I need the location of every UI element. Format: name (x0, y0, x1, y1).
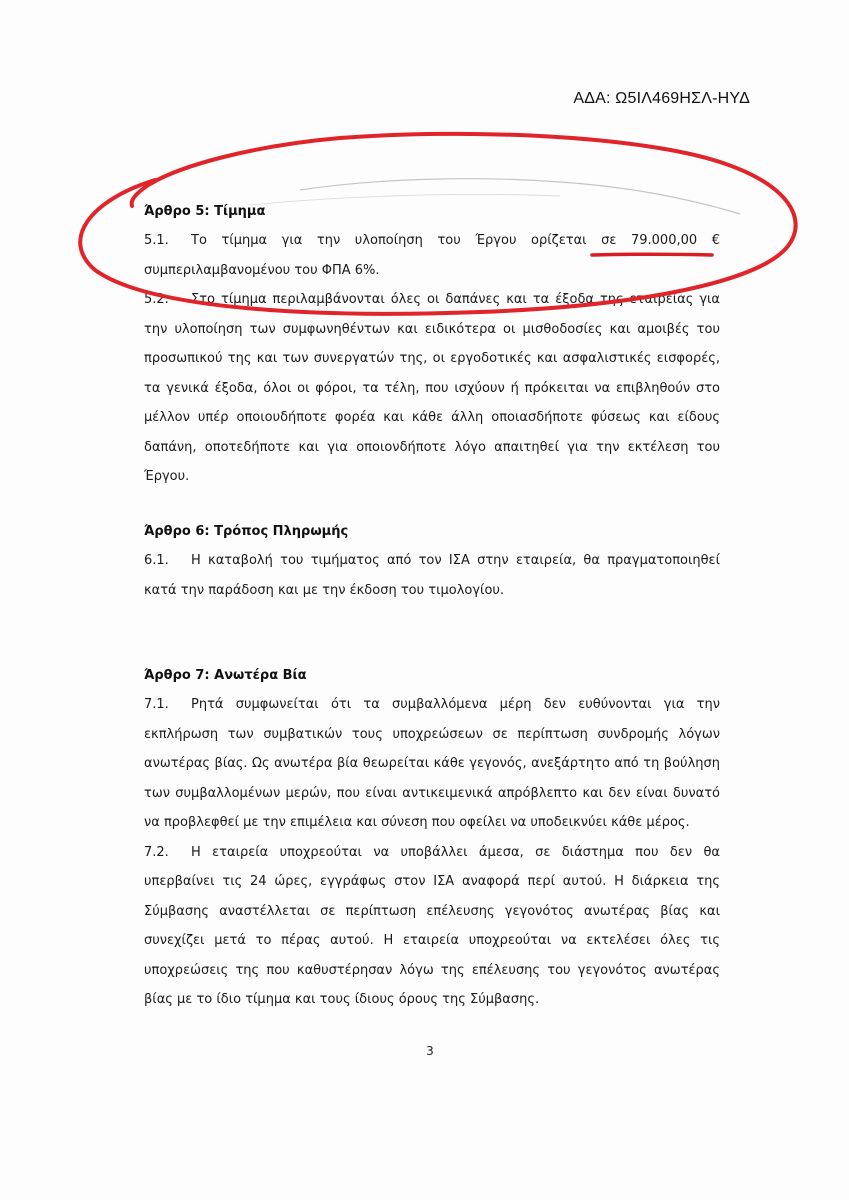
paragraph-text: Στο τίμημα περιλαμβάνονται όλες οι δαπάνες και τα έξοδα της εταιρείας για την υλοποίηση των συμφωνηθέντων και ειδικότερα οι μισθοδοσίες και αμοιβές του προσωπικού της και των συνεργατών της, οι εργοδοτικές και ασφαλιστικές εισφορές, τα γενικά έξοδα, όλοι οι φόροι, τα τέλη, που ισχύουν ή πρόκειται να επιβληθούν στο μέλλον υπέρ οποιουδήποτε φορέα και κάθε άλλη οποιασδήποτε φύσεως και είδους δαπάνη, οποτεδήποτε και για οποιονδήποτε λόγο απαιτηθεί για την εκτέλεση του Έργου. (144, 292, 720, 484)
paragraph-number: 6.1. (144, 553, 169, 568)
article-6-title: Άρθρο 6: Τρόπος Πληρωμής (144, 524, 349, 539)
article-7-title: Άρθρο 7: Ανωτέρα Βία (144, 668, 307, 683)
paragraph-number: 7.1. (144, 697, 169, 712)
paragraph-text: Η εταιρεία υποχρεούται να υποβάλλει άμεσα, σε διάστημα που δεν θα υπερβαίνει τις 24 ώρες, εγγράφως στον ΙΣΑ αναφορά περί αυτού. Η διάρκεια της Σύμβασης αναστέλλεται σε περίπτωση επέλευσης γεγονότος ανωτέρας βίας και συνεχίζει μετά το πέρας αυτού. Η εταιρεία υποχρεούται να εκτελέσει όλες τις υποχρεώσεις της που καθυστέρησαν λόγω της επέλευσης του γεγονότος ανωτέρας βίας με το ίδιο τίμημα και τους ίδιους όρους της Σύμβασης. (144, 844, 720, 1007)
paragraph-5-2 (144, 285, 720, 492)
paragraph-7-2 (144, 838, 720, 1015)
article-5 (144, 202, 720, 492)
article-6 (144, 522, 720, 605)
page-number: 3 (426, 1044, 434, 1058)
paragraph-7-1 (144, 690, 720, 838)
paragraph-text: Ρητά συμφωνείται ότι τα συμβαλλόμενα μέρη δεν ευθύνονται για την εκπλήρωση των συμβατικών τους υποχρεώσεων σε περίπτωση συνδρομής λόγων ανωτέρας βίας. Ως ανωτέρα βία θεωρείται κάθε γεγονός, ανεξάρτητο από τη βούληση των συμβαλλομένων μερών, που είναι αντικειμενικά απρόβλεπτο και δεν είναι δυνατό να προβλεφθεί με την επιμέλεια και σύνεση που οφείλει να υποδεικνύει κάθε μέρος. (144, 697, 720, 830)
ada-code: ΑΔΑ: Ω5ΙΛ469ΗΣΛ-ΗΥΔ (573, 90, 750, 107)
paragraph-number: 7.2. (144, 844, 169, 860)
article-5-title: Άρθρο 5: Τίμημα (144, 204, 266, 219)
paragraph-5-1 (144, 226, 720, 285)
paragraph-text: Το τίμημα για την υλοποίηση του Έργου ορίζεται σε 79.000,00 € συμπεριλαμβανομένου του ΦΠΑ 6%. (144, 233, 720, 278)
paragraph-number: 5.2. (144, 292, 169, 307)
paragraph-6-1 (144, 546, 720, 605)
paragraph-text: Η καταβολή του τιμήματος από τον ΙΣΑ στην εταιρεία, θα πραγματοποιηθεί κατά την παράδοση και με την έκδοση του τιμολογίου. (144, 553, 720, 598)
paragraph-number: 5.1. (144, 233, 169, 248)
article-7 (144, 666, 720, 1015)
